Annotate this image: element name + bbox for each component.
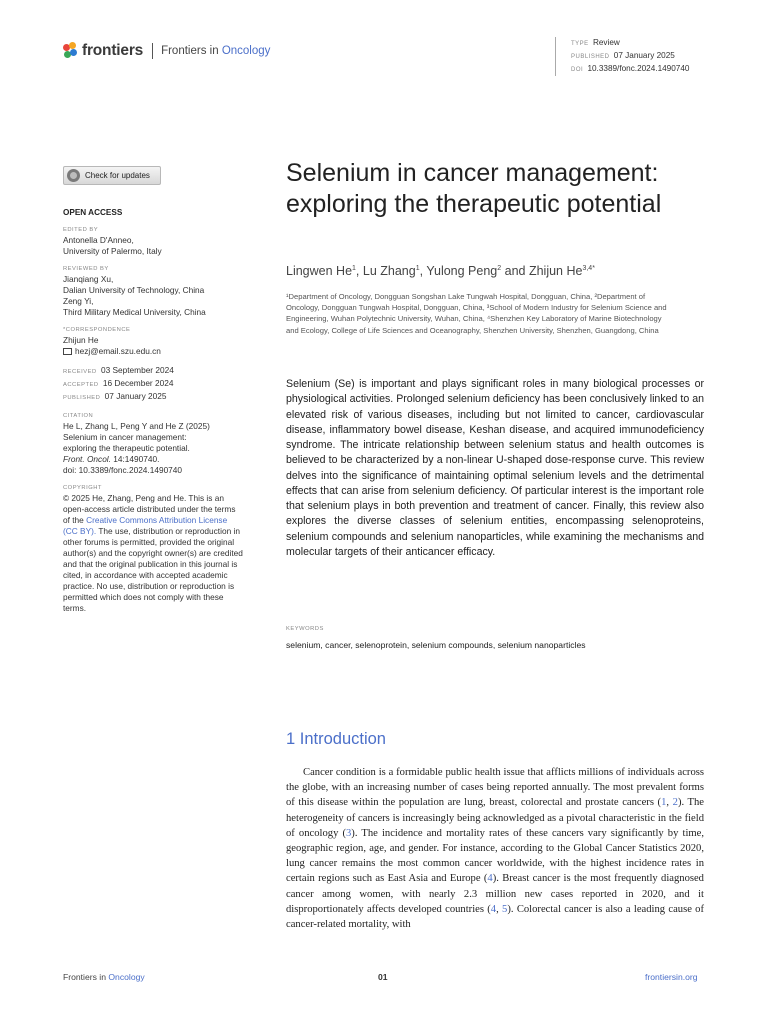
- brand-name: frontiers: [82, 42, 144, 59]
- check-updates-button[interactable]: Check for updates: [63, 166, 161, 185]
- page-number: 01: [378, 972, 388, 982]
- introduction-heading: 1 Introduction: [286, 730, 386, 748]
- reference-link[interactable]: 4: [490, 903, 497, 915]
- author[interactable]: Yulong Peng$^2$: [426, 264, 502, 278]
- published-date: 07 January 2025: [104, 391, 167, 401]
- correspondence-label: *CORRESPONDENCE: [63, 327, 131, 333]
- open-access-label: OPEN ACCESS: [63, 208, 123, 217]
- reference-link[interactable]: 4: [487, 873, 493, 885]
- reviewer-name: Jianqiang Xu,: [63, 274, 114, 284]
- reviewer-affiliation: Dalian University of Technology, China: [63, 285, 205, 295]
- citation-label: CITATION: [63, 413, 94, 419]
- published-value: 07 January 2025: [613, 51, 675, 60]
- mail-icon: [63, 348, 72, 355]
- editor-affiliation: University of Palermo, Italy: [63, 246, 162, 256]
- reviewer-affiliation: Third Military Medical University, China: [63, 307, 206, 317]
- dates: RECEIVED 03 September 2024 ACCEPTED 16 December 2024 PUBLISHED 07 January 2025: [63, 365, 174, 401]
- correspondence-name: Zhijun He: [63, 335, 99, 345]
- reference-link[interactable]: 3: [346, 827, 352, 839]
- reviewed-by-label: REVIEWED BY: [63, 266, 109, 272]
- citation-title-cont: exploring the therapeutic potential.: [63, 443, 190, 453]
- doi-label: DOI: [571, 67, 584, 73]
- citation-journal-line: Front. Oncol. 14:1490740.: [63, 454, 160, 464]
- copyright-label: COPYRIGHT: [63, 485, 102, 491]
- introduction-paragraph: Cancer condition is a formidable public health issue that afflicts millions of individuals across the globe, with an increasing number of cases being reported annually. The most prevalent forms of this disease within the population are lung, breast, colorectal and prostate cancers (1, 2). The heterogeneity of cancers is increasingly being acknowledged as a pivotal characteristic in the field of oncology (3). The incidence and mortality rates of these cancers vary significantly by time, geographic region, age, and gender. For instance, according to the Global Cancer Statistics 2020, lung cancer remains the most common cancer worldwide, with the highest incidence rates in certain regions such as East Asia and Europe (4). Breast cancer is the most frequently diagnosed cancer among women, with nearly 2.3 million new cases reported in 2020, and it disproportionately affects developed countries (4, 5). Colorectal cancer is also a leading cause of cancer-related mortality, with: [286, 767, 705, 931]
- keywords: selenium, cancer, selenoprotein, selenium compounds, selenium nanoparticles: [286, 640, 586, 650]
- frontiers-logo-icon: [63, 42, 78, 60]
- citation-title: Selenium in cancer management:: [63, 432, 187, 442]
- article-meta: [555, 37, 689, 76]
- received-date: 03 September 2024: [100, 365, 174, 375]
- reference-link[interactable]: 1: [661, 797, 667, 809]
- article-sidebar: [63, 166, 243, 614]
- license-link[interactable]: Creative Commons Attribution License (CC BY).: [63, 515, 228, 536]
- accepted-date: 16 December 2024: [102, 378, 174, 388]
- author-list: Lingwen He$^1$, Lu Zhang$^1$, Yulong Peng$^2$ and Zhijun $He^{3,4*}$: [286, 264, 595, 278]
- reference-link[interactable]: 5: [502, 903, 508, 915]
- footer-journal[interactable]: Frontiers in Oncology: [63, 972, 145, 982]
- correspondence-email[interactable]: hezj@email.szu.edu.cn: [75, 346, 161, 356]
- doi-value[interactable]: 10.3389/fonc.2024.1490740: [587, 64, 690, 73]
- journal-name[interactable]: Frontiers in Oncology: [161, 45, 271, 57]
- edited-by-label: EDITED BY: [63, 227, 99, 233]
- footer-site-link[interactable]: frontiersin.org: [645, 972, 698, 982]
- type-label: TYPE: [571, 41, 589, 47]
- affiliations: ¹Department of Oncology, Dongguan Songshan Lake Tungwah Hospital, Dongguan, China, ²Department of Oncology, Dongguan Tungwah Hospital, Dongguan, China, ³School of Modern Industry for Selenium Science and Engineering, Wuhan Polytechnic University, Wuhan, China, ⁴Shenzhen Key Laboratory of Marine Biotechnology and Ecology, College of Life Sciences and Oceanography, Shenzhen University, Shenzhen, Guangdong, China: [286, 292, 667, 335]
- copyright-text: © 2025 He, Zhang, Peng and He. This is an open-access article distributed under the terms of the Creative Commons Attribution License (CC BY). The use, distribution or reproduction in other forums is permitted, provided the original author(s) and the copyright owner(s) are credited and that the original publication in this journal is cited, in accordance with accepted academic practice. No use, distribution or reproduction is permitted which does not comply with these terms.: [63, 493, 243, 613]
- article-title: Selenium in cancer management: exploring the therapeutic potential: [286, 159, 662, 218]
- editor-name: Antonella D'Anneo,: [63, 235, 134, 245]
- abstract: Selenium (Se) is important and plays significant roles in many biological processes or physiological activities. Prolonged selenium deficiency has been conclusively linked to an elevated risk of various diseases, including but not limited to cancer, cardiovascular disease, inflammatory bowel disease, Keshan disease, and acquired immunodeficiency syndrome. The intricate relationship between selenium status and health outcomes is believed to be characterized by a non-linear U-shaped dose-response curve. This review delves into the significance of maintaining optimal selenium levels and the detrimental effects that can arise from selenium deficiency. Of particular interest is the important role that selenium plays in both prevention and treatment of cancer. Finally, this review also explores the diverse classes of selenium entities, encompassing selenoproteins, selenium compounds and selenium nanoparticles, while examining the mechanisms and molecular targets of their anticancer efficacy.: [286, 378, 704, 558]
- keywords-label: KEYWORDS: [286, 626, 324, 632]
- correspondence-email-row[interactable]: [63, 346, 243, 357]
- frontiers-logo[interactable]: [63, 42, 270, 60]
- logo-divider: [152, 43, 153, 59]
- reviewer-name: Zeng Yi,: [63, 296, 94, 306]
- citation-authors: He L, Zhang L, Peng Y and He Z (2025): [63, 421, 210, 431]
- published-label: PUBLISHED: [571, 54, 610, 60]
- update-icon: [67, 169, 80, 182]
- type-value: Review: [592, 38, 620, 47]
- author[interactable]: Lu Zhang$^1$: [362, 264, 420, 278]
- author[interactable]: Zhijun $He^{3,4*}$: [528, 264, 595, 278]
- reference-link[interactable]: 2: [672, 797, 678, 809]
- author[interactable]: Lingwen He$^1$: [286, 264, 356, 278]
- citation-doi[interactable]: doi: 10.3389/fonc.2024.1490740: [63, 465, 183, 475]
